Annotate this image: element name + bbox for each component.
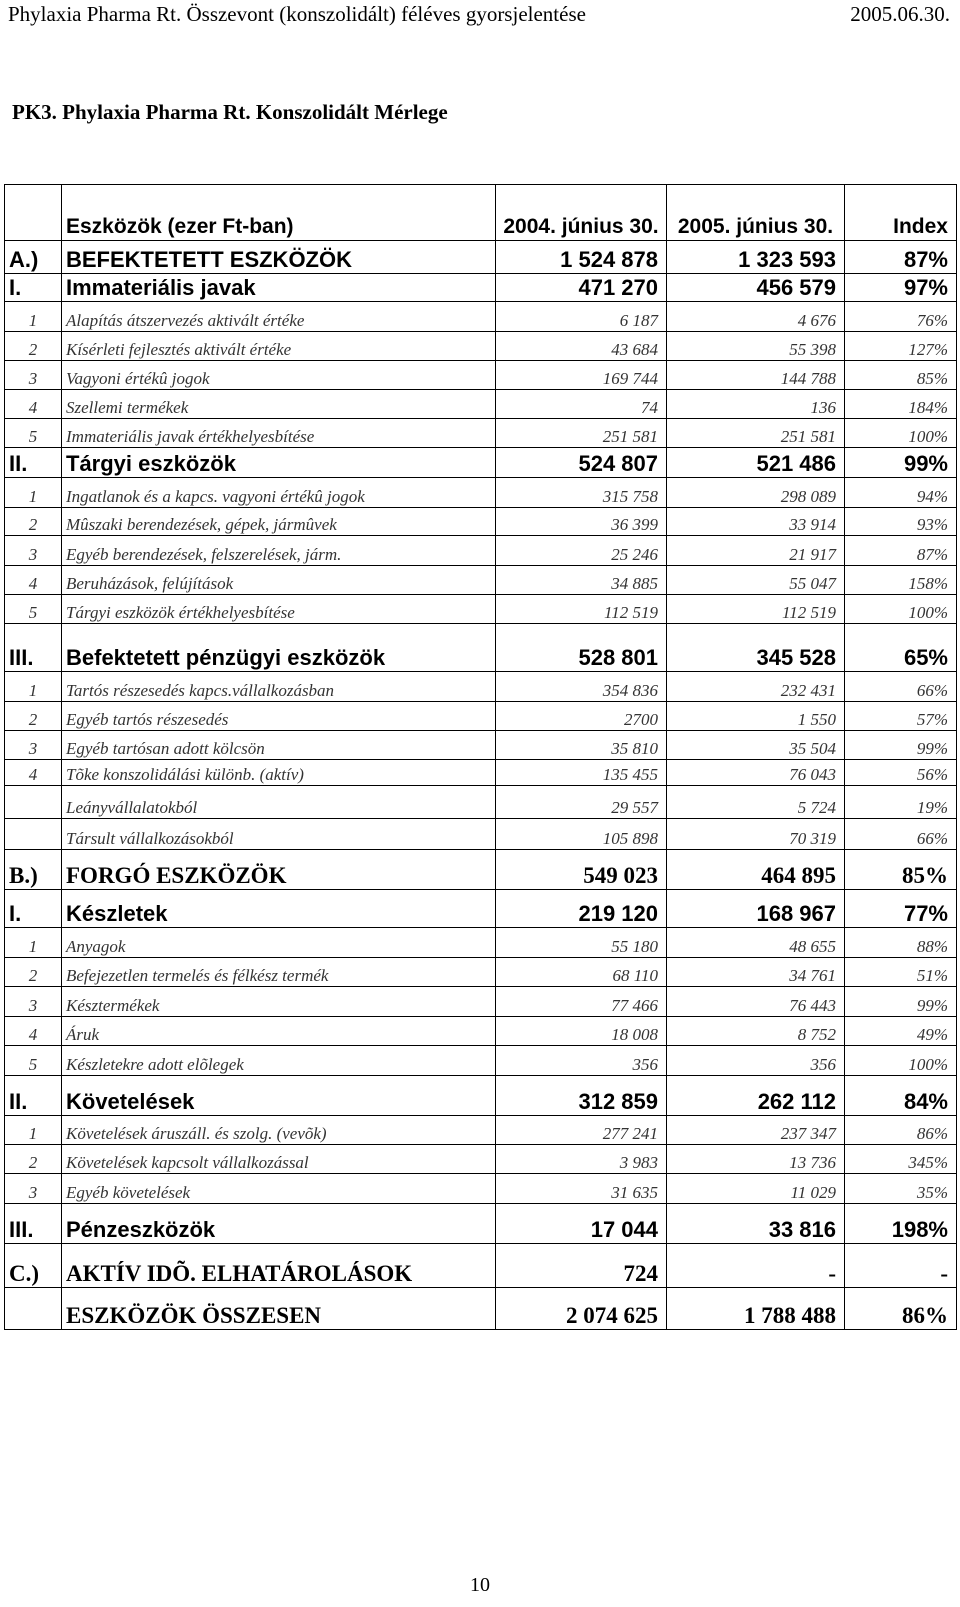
row-roman-cell: II. [5,1076,62,1116]
table-row [5,702,957,731]
row-index-value: 66% [845,672,957,702]
table-row [5,1288,957,1330]
row-label-cell: Kísérleti fejlesztés aktivált értéke [62,332,496,361]
row-label-cell: Pénzeszközök [62,1204,496,1244]
row-2005-value: 4 676 [667,302,845,332]
row-index-value: 94% [845,478,957,508]
row-label-cell: FORGÓ ESZKÖZÖK [62,850,496,890]
row-label-cell: BEFEKTETETT ESZKÖZÖK [62,241,496,274]
row-label-cell: Befejezetlen termelés és félkész termék [62,958,496,987]
row-2004-value: 1 524 878 [496,241,667,274]
row-index-value: 49% [845,1017,957,1046]
row-2005-value: 521 486 [667,448,845,478]
row-index-value: 158% [845,566,957,595]
row-2004-value: 6 187 [496,302,667,332]
row-2004-value: 43 684 [496,332,667,361]
row-roman-cell: 4 [5,566,62,595]
row-label-cell: Követelések áruszáll. és szolg. (vevõk) [62,1116,496,1145]
row-2004-value: 724 [496,1244,667,1288]
row-roman-cell: 4 [5,390,62,419]
table-row [5,760,957,786]
table-row [5,390,957,419]
row-2004-value: 277 241 [496,1116,667,1145]
header-label-cell: Eszközök (ezer Ft-ban) [62,185,496,241]
row-index-value: 99% [845,448,957,478]
row-2005-value: 1 788 488 [667,1288,845,1330]
row-2004-value: 354 836 [496,672,667,702]
row-2005-value: 76 043 [667,760,845,786]
row-index-value: 56% [845,760,957,786]
row-label-cell: AKTÍV IDÕ. ELHATÁROLÁSOK [62,1244,496,1288]
row-2005-value: 112 519 [667,595,845,624]
row-index-value: 93% [845,508,957,536]
row-label-cell: Immateriális javak [62,274,496,302]
row-2004-value: 36 399 [496,508,667,536]
header-company-title: Phylaxia Pharma Rt. Összevont (konszolidált) féléves gyorsjelentése [8,2,586,26]
row-2004-value: 3 983 [496,1145,667,1174]
row-2004-value: 2700 [496,702,667,731]
row-roman-cell: I. [5,274,62,302]
row-index-value: 85% [845,361,957,390]
row-label-cell: Immateriális javak értékhelyesbítése [62,419,496,448]
row-roman-cell: 3 [5,731,62,760]
row-index-value: 65% [845,624,957,672]
row-roman-cell: 5 [5,1046,62,1076]
row-2004-value: 68 110 [496,958,667,987]
row-roman-cell: 1 [5,928,62,958]
row-label-cell: Tárgyi eszközök értékhelyesbítése [62,595,496,624]
row-index-value: 99% [845,731,957,760]
row-2005-value: 34 761 [667,958,845,987]
row-index-value: 184% [845,390,957,419]
table-row [5,819,957,850]
row-index-value: 86% [845,1288,957,1330]
row-2005-value: 464 895 [667,850,845,890]
table-row [5,361,957,390]
table-row [5,508,957,536]
table-row [5,890,957,928]
row-roman-cell: 1 [5,1116,62,1145]
table-row [5,958,957,987]
page-number: 10 [470,1574,490,1596]
row-2004-value: 312 859 [496,1076,667,1116]
row-roman-cell: 3 [5,987,62,1017]
header-date: 2005.06.30. [850,2,950,26]
row-roman-cell: 4 [5,1017,62,1046]
table-row [5,850,957,890]
table-row [5,1145,957,1174]
table-row [5,332,957,361]
row-label-cell: Egyéb követelések [62,1174,496,1204]
row-label-cell: Készletek [62,890,496,928]
row-roman-cell: III. [5,1204,62,1244]
row-roman-cell: 1 [5,302,62,332]
row-index-value: 100% [845,595,957,624]
table-row [5,1046,957,1076]
page-title: PK3. Phylaxia Pharma Rt. Konszolidált Mérlege [12,100,448,124]
row-index-value: 77% [845,890,957,928]
row-2004-value: 77 466 [496,987,667,1017]
table-row [5,566,957,595]
row-2004-value: 17 044 [496,1204,667,1244]
row-2004-value: 18 008 [496,1017,667,1046]
row-2004-value: 34 885 [496,566,667,595]
row-2005-value: 33 816 [667,1204,845,1244]
row-2005-value: 55 047 [667,566,845,595]
row-label-cell: Vagyoni értékû jogok [62,361,496,390]
row-index-value: 127% [845,332,957,361]
row-2005-value: 33 914 [667,508,845,536]
row-roman-cell: 1 [5,478,62,508]
row-index-value: 198% [845,1204,957,1244]
row-index-value: 51% [845,958,957,987]
row-label-cell: Anyagok [62,928,496,958]
row-index-value: 100% [845,419,957,448]
row-roman-cell [5,819,62,850]
table-row [5,478,957,508]
row-index-value: 87% [845,241,957,274]
row-2004-value: 105 898 [496,819,667,850]
row-roman-cell: II. [5,448,62,478]
row-2005-value: 262 112 [667,1076,845,1116]
row-2005-value: 76 443 [667,987,845,1017]
row-roman-cell: III. [5,624,62,672]
row-2004-value: 29 557 [496,786,667,819]
table-row [5,928,957,958]
header-2005-cell: 2005. június 30. [667,185,845,241]
row-2004-value: 112 519 [496,595,667,624]
row-2005-value: 11 029 [667,1174,845,1204]
page-header [0,2,960,28]
row-2005-value: - [667,1244,845,1288]
table-row [5,672,957,702]
row-roman-cell [5,786,62,819]
row-label-cell: Egyéb berendezések, felszerelések, járm. [62,536,496,566]
row-roman-cell: 1 [5,672,62,702]
row-2004-value: 315 758 [496,478,667,508]
header-index-cell: Index [845,185,957,241]
row-2004-value: 169 744 [496,361,667,390]
row-roman-cell: 5 [5,419,62,448]
row-label-cell: Tárgyi eszközök [62,448,496,478]
row-roman-cell: 2 [5,958,62,987]
row-2005-value: 237 347 [667,1116,845,1145]
row-index-value: 19% [845,786,957,819]
row-2004-value: 25 246 [496,536,667,566]
table-row [5,1204,957,1244]
row-label-cell: Követelések kapcsolt vállalkozással [62,1145,496,1174]
row-index-value: 87% [845,536,957,566]
table-row [5,241,957,274]
row-2005-value: 251 581 [667,419,845,448]
table-row [5,731,957,760]
row-roman-cell: 2 [5,702,62,731]
row-roman-cell [5,1288,62,1330]
table-row [5,1076,957,1116]
row-2004-value: 2 074 625 [496,1288,667,1330]
row-roman-cell: B.) [5,850,62,890]
table-row [5,419,957,448]
row-label-cell: Tõke konszolidálási különb. (aktív) [62,760,496,786]
row-2005-value: 456 579 [667,274,845,302]
row-2004-value: 219 120 [496,890,667,928]
row-label-cell: Befektetett pénzügyi eszközök [62,624,496,672]
row-roman-cell: 3 [5,536,62,566]
row-index-value: 84% [845,1076,957,1116]
row-roman-cell: I. [5,890,62,928]
table-row [5,1116,957,1145]
table-row [5,302,957,332]
row-label-cell: ESZKÖZÖK ÖSSZESEN [62,1288,496,1330]
row-2005-value: 136 [667,390,845,419]
row-2004-value: 524 807 [496,448,667,478]
table-row [5,786,957,819]
row-2005-value: 144 788 [667,361,845,390]
row-index-value: 86% [845,1116,957,1145]
row-label-cell: Beruházások, felújítások [62,566,496,595]
row-label-cell: Követelések [62,1076,496,1116]
row-roman-cell: 3 [5,361,62,390]
row-2004-value: 356 [496,1046,667,1076]
table-header-row [5,185,957,241]
row-2005-value: 1 323 593 [667,241,845,274]
row-2005-value: 232 431 [667,672,845,702]
row-2005-value: 345 528 [667,624,845,672]
row-2005-value: 21 917 [667,536,845,566]
table-row [5,1017,957,1046]
row-2005-value: 356 [667,1046,845,1076]
row-index-value: 345% [845,1145,957,1174]
row-2004-value: 471 270 [496,274,667,302]
row-2004-value: 74 [496,390,667,419]
row-label-cell: Társult vállalkozásokból [62,819,496,850]
row-2004-value: 135 455 [496,760,667,786]
row-label-cell: Mûszaki berendezések, gépek, jármûvek [62,508,496,536]
table-row [5,274,957,302]
row-index-value: 88% [845,928,957,958]
row-roman-cell: 5 [5,595,62,624]
row-2005-value: 168 967 [667,890,845,928]
row-roman-cell: 2 [5,1145,62,1174]
row-2005-value: 5 724 [667,786,845,819]
row-roman-cell: 4 [5,760,62,786]
row-2004-value: 35 810 [496,731,667,760]
row-2005-value: 48 655 [667,928,845,958]
row-label-cell: Ingatlanok és a kapcs. vagyoni értékû jogok [62,478,496,508]
row-2004-value: 55 180 [496,928,667,958]
row-2005-value: 70 319 [667,819,845,850]
row-index-value: 66% [845,819,957,850]
row-label-cell: Leányvállalatokból [62,786,496,819]
row-index-value: 99% [845,987,957,1017]
table-row [5,448,957,478]
table-row [5,1244,957,1288]
table-row [5,595,957,624]
table-row [5,536,957,566]
row-2005-value: 298 089 [667,478,845,508]
row-index-value: 57% [845,702,957,731]
table-row [5,624,957,672]
row-2004-value: 549 023 [496,850,667,890]
row-label-cell: Készletekre adott elõlegek [62,1046,496,1076]
row-roman-cell: 3 [5,1174,62,1204]
row-label-cell: Szellemi termékek [62,390,496,419]
row-label-cell: Tartós részesedés kapcs.vállalkozásban [62,672,496,702]
row-2005-value: 13 736 [667,1145,845,1174]
row-2005-value: 35 504 [667,731,845,760]
header-2004-cell: 2004. június 30. [496,185,667,241]
row-index-value: 85% [845,850,957,890]
row-label-cell: Egyéb tartós részesedés [62,702,496,731]
row-roman-cell: A.) [5,241,62,274]
row-2004-value: 251 581 [496,419,667,448]
row-2005-value: 55 398 [667,332,845,361]
row-index-value: 76% [845,302,957,332]
row-index-value: 97% [845,274,957,302]
row-index-value: 35% [845,1174,957,1204]
balance-sheet-table [4,184,957,1330]
row-label-cell: Egyéb tartósan adott kölcsön [62,731,496,760]
row-roman-cell: 2 [5,508,62,536]
row-2004-value: 528 801 [496,624,667,672]
table-row [5,1174,957,1204]
row-2004-value: 31 635 [496,1174,667,1204]
row-roman-cell: 2 [5,332,62,361]
row-label-cell: Késztermékek [62,987,496,1017]
row-index-value: 100% [845,1046,957,1076]
row-index-value: - [845,1244,957,1288]
row-label-cell: Áruk [62,1017,496,1046]
row-2005-value: 8 752 [667,1017,845,1046]
header-roman-cell [5,185,62,241]
row-label-cell: Alapítás átszervezés aktivált értéke [62,302,496,332]
table-row [5,987,957,1017]
row-2005-value: 1 550 [667,702,845,731]
row-roman-cell: C.) [5,1244,62,1288]
